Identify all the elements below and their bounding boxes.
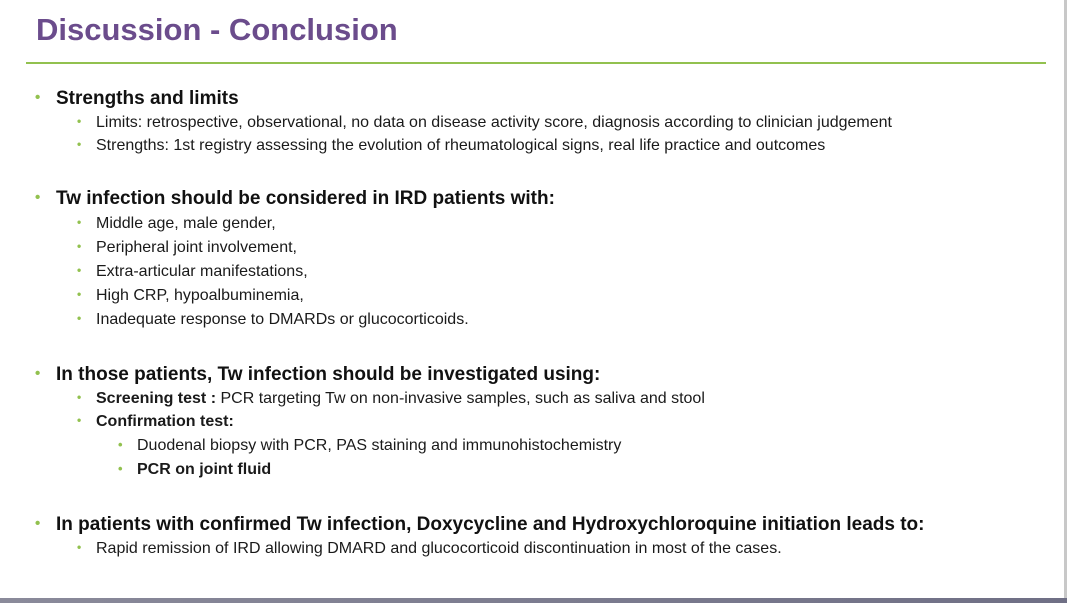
- list-item: [77, 263, 308, 280]
- section-heading-strengths-limits: [35, 88, 239, 109]
- list-item-text: Rapid remission of IRD allowing DMARD and glucocorticoid discontinuation in most of the cases.: [96, 540, 782, 557]
- sub-list-item: [118, 437, 622, 454]
- sub-list-item: [118, 461, 272, 478]
- list-item-screening-test: [77, 390, 705, 407]
- list-item-text: Peripheral joint involvement,: [96, 239, 297, 256]
- bullet-icon: •: [77, 215, 82, 229]
- list-item-strengths: [77, 137, 826, 154]
- list-item-text: High CRP, hypoalbuminemia,: [96, 287, 304, 304]
- list-item-text: Inadequate response to DMARDs or glucocorticoids.: [96, 311, 469, 328]
- list-item: [77, 287, 304, 304]
- bullet-icon: •: [35, 515, 41, 532]
- list-item-text: Middle age, male gender,: [96, 215, 276, 232]
- sub-list-item-text: PCR on joint fluid: [137, 461, 272, 478]
- bullet-icon: •: [118, 437, 123, 452]
- bullet-icon: •: [77, 390, 82, 404]
- list-item-remission: [77, 540, 782, 557]
- bullet-icon: •: [35, 365, 41, 382]
- bullet-icon: •: [77, 114, 82, 128]
- list-item-text: PCR targeting Tw on non-invasive samples, such as saliva and stool: [216, 390, 705, 407]
- title-divider: [26, 62, 1046, 64]
- list-item-confirmation-test: [77, 413, 234, 430]
- bullet-icon: •: [77, 137, 82, 151]
- section-heading-text: Strengths and limits: [56, 88, 239, 109]
- bullet-icon: •: [35, 189, 41, 206]
- window-edge: [0, 598, 1067, 603]
- section-heading-text: In patients with confirmed Tw infection, Doxycycline and Hydroxychloroquine initiation leads to:: [56, 514, 925, 535]
- list-item: [77, 311, 469, 328]
- list-item-label: Confirmation test:: [96, 413, 234, 430]
- bullet-icon: •: [77, 287, 82, 301]
- list-item: [77, 215, 276, 232]
- bullet-icon: •: [77, 263, 82, 277]
- section-heading-investigate: [35, 364, 601, 385]
- list-item-text: Limits: retrospective, observational, no data on disease activity score, diagnosis according to clinician judgement: [96, 114, 892, 131]
- bullet-icon: •: [77, 311, 82, 325]
- bullet-icon: •: [118, 461, 123, 476]
- section-heading-consider: [35, 188, 555, 209]
- section-heading-text: In those patients, Tw infection should be investigated using:: [56, 364, 601, 385]
- bullet-icon: •: [77, 540, 82, 554]
- slide-title: Discussion - Conclusion: [36, 12, 398, 47]
- list-item-text: Extra-articular manifestations,: [96, 263, 308, 280]
- section-heading-treatment: [35, 514, 925, 535]
- list-item-limits: [77, 114, 892, 131]
- list-item-label: Screening test :: [96, 390, 217, 407]
- bullet-icon: •: [77, 413, 82, 427]
- list-item-text: Strengths: 1st registry assessing the evolution of rheumatological signs, real life practice and outcomes: [96, 137, 826, 154]
- sub-list-item-text: Duodenal biopsy with PCR, PAS staining and immunohistochemistry: [137, 437, 622, 454]
- bullet-icon: •: [35, 89, 41, 106]
- bullet-icon: •: [77, 239, 82, 253]
- list-item: [77, 239, 297, 256]
- section-heading-text: Tw infection should be considered in IRD patients with:: [56, 188, 555, 209]
